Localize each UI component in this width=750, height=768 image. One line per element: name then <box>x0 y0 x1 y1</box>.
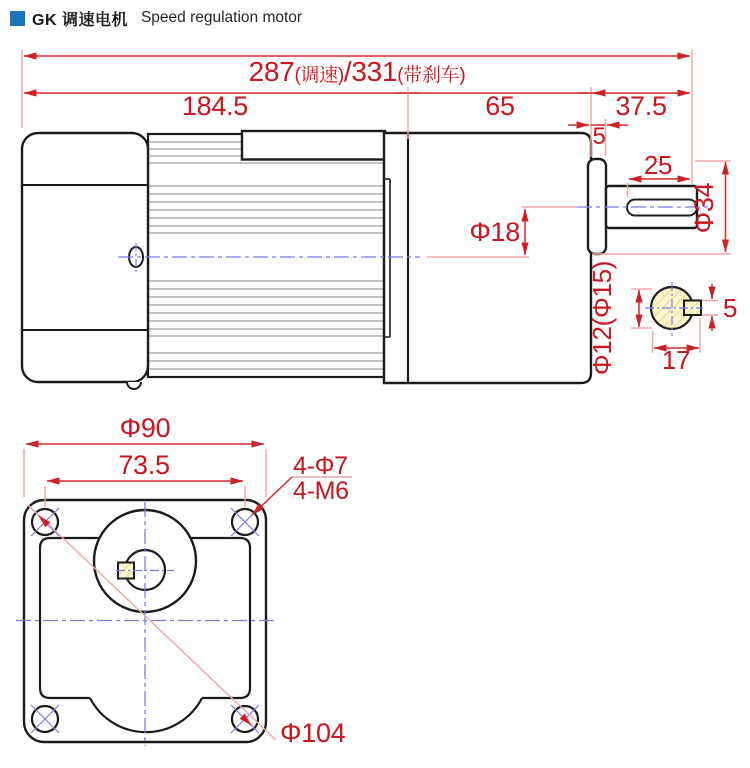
shaft-section-view <box>645 282 703 336</box>
dim-shaft-diameter-label: Φ12(Φ15) <box>587 260 617 376</box>
dim-total-length-label: 287(调速)/331(带刹车) <box>248 56 466 87</box>
series-title: GK 调速电机 <box>32 11 128 29</box>
thread-spec-label: 4-M6 <box>293 477 349 505</box>
dim-gearbox-length-label: 65 <box>485 91 515 121</box>
drain-bump <box>127 382 141 389</box>
terminal-box <box>242 131 385 160</box>
hole-spec-label: 4-Φ7 <box>293 452 348 480</box>
dim-key-width-label: 5 <box>723 293 738 323</box>
dim-key-length-label: 25 <box>643 150 673 180</box>
motor-fin-body <box>148 134 384 377</box>
dim-center-offset-label: Φ18 <box>469 217 520 247</box>
gearbox-housing <box>384 133 591 383</box>
hole-spec-leader <box>252 477 292 515</box>
dim-boss-diameter-label: Φ34 <box>689 182 719 234</box>
dim-body-length-label: 184.5 <box>181 91 249 121</box>
bolt-circle-diameter-label: Φ104 <box>280 718 346 748</box>
series-subtitle: Speed regulation motor <box>140 9 303 26</box>
front-view <box>16 500 276 746</box>
dim-hole-spacing-label: 73.5 <box>118 450 170 480</box>
dim-shaft-length-label: 37.5 <box>615 91 667 121</box>
dim-pilot-diameter-label: Φ90 <box>119 413 171 443</box>
dim-section-width-label: 17 <box>661 345 691 375</box>
dim-boss-protrusion-label: 5 <box>592 123 606 150</box>
